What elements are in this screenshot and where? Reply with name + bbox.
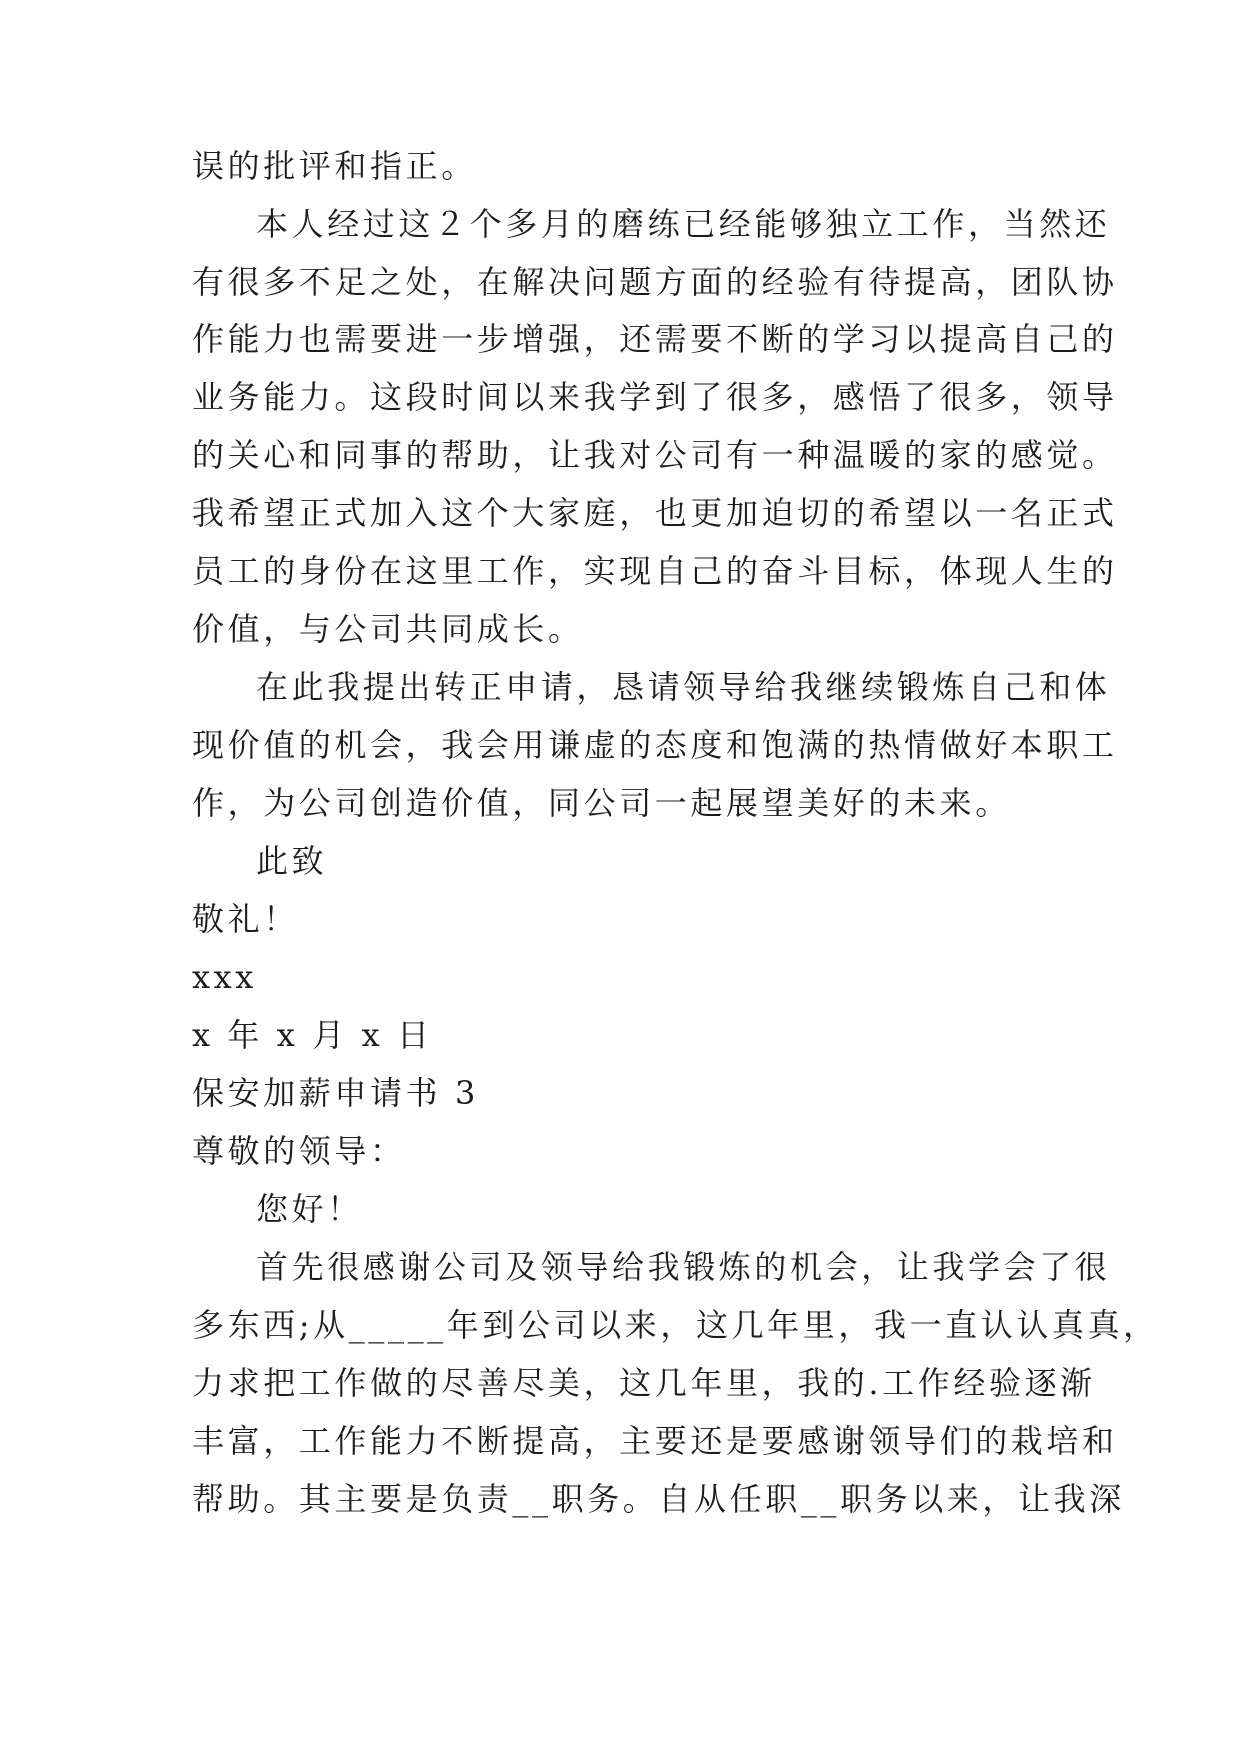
section-title: 保安加薪申请书 3 xyxy=(192,1074,479,1112)
paragraph-line: 作，为公司创造价值，同公司一起展望美好的未来。 xyxy=(192,784,1011,822)
paragraph-line: 有很多不足之处，在解决问题方面的经验有待提高，团队协 xyxy=(192,263,1118,301)
paragraph-line: 在此我提出转正申请，恳请领导给我继续锻炼自己和体 xyxy=(256,668,1111,706)
greeting-addressee: 尊敬的领导： xyxy=(192,1132,406,1170)
signature-date: x 年 x 月 x 日 xyxy=(192,1016,433,1054)
closing-salutation: 此致 xyxy=(256,842,328,880)
paragraph-line: 多东西;从_____年到公司以来，这几年里，我一直认认真真， xyxy=(192,1306,1159,1344)
paragraph-line: 帮助。其主要是负责__职务。自从任职__职务以来，让我深 xyxy=(192,1480,1125,1518)
paragraph-line: 员工的身份在这里工作，实现自己的奋斗目标，体现人生的 xyxy=(192,552,1118,590)
paragraph-line: 现价值的机会，我会用谦虚的态度和饱满的热情做好本职工 xyxy=(192,726,1118,764)
paragraph-line: 误的批评和指正。 xyxy=(192,147,477,185)
paragraph-line: 我希望正式加入这个大家庭，也更加迫切的希望以一名正式 xyxy=(192,494,1118,532)
paragraph-line: 价值，与公司共同成长。 xyxy=(192,610,584,648)
signature-name: xxx xyxy=(192,958,257,996)
paragraph-line: 本人经过这２个多月的磨练已经能够独立工作，当然还 xyxy=(256,205,1111,243)
paragraph-line: 首先很感谢公司及领导给我锻炼的机会，让我学会了很 xyxy=(256,1248,1111,1286)
paragraph-line: 作能力也需要进一步增强，还需要不断的学习以提高自己的 xyxy=(192,320,1118,358)
closing-regards: 敬礼！ xyxy=(192,900,299,938)
paragraph-line: 业务能力。这段时间以来我学到了很多，感悟了很多，领导 xyxy=(192,378,1118,416)
greeting: 您好！ xyxy=(256,1190,363,1228)
paragraph-line: 丰富，工作能力不断提高，主要还是要感谢领导们的栽培和 xyxy=(192,1422,1118,1460)
paragraph-line: 力求把工作做的尽善尽美，这几年里，我的.工作经验逐渐 xyxy=(192,1364,1096,1402)
paragraph-line: 的关心和同事的帮助，让我对公司有一种温暖的家的感觉。 xyxy=(192,436,1118,474)
